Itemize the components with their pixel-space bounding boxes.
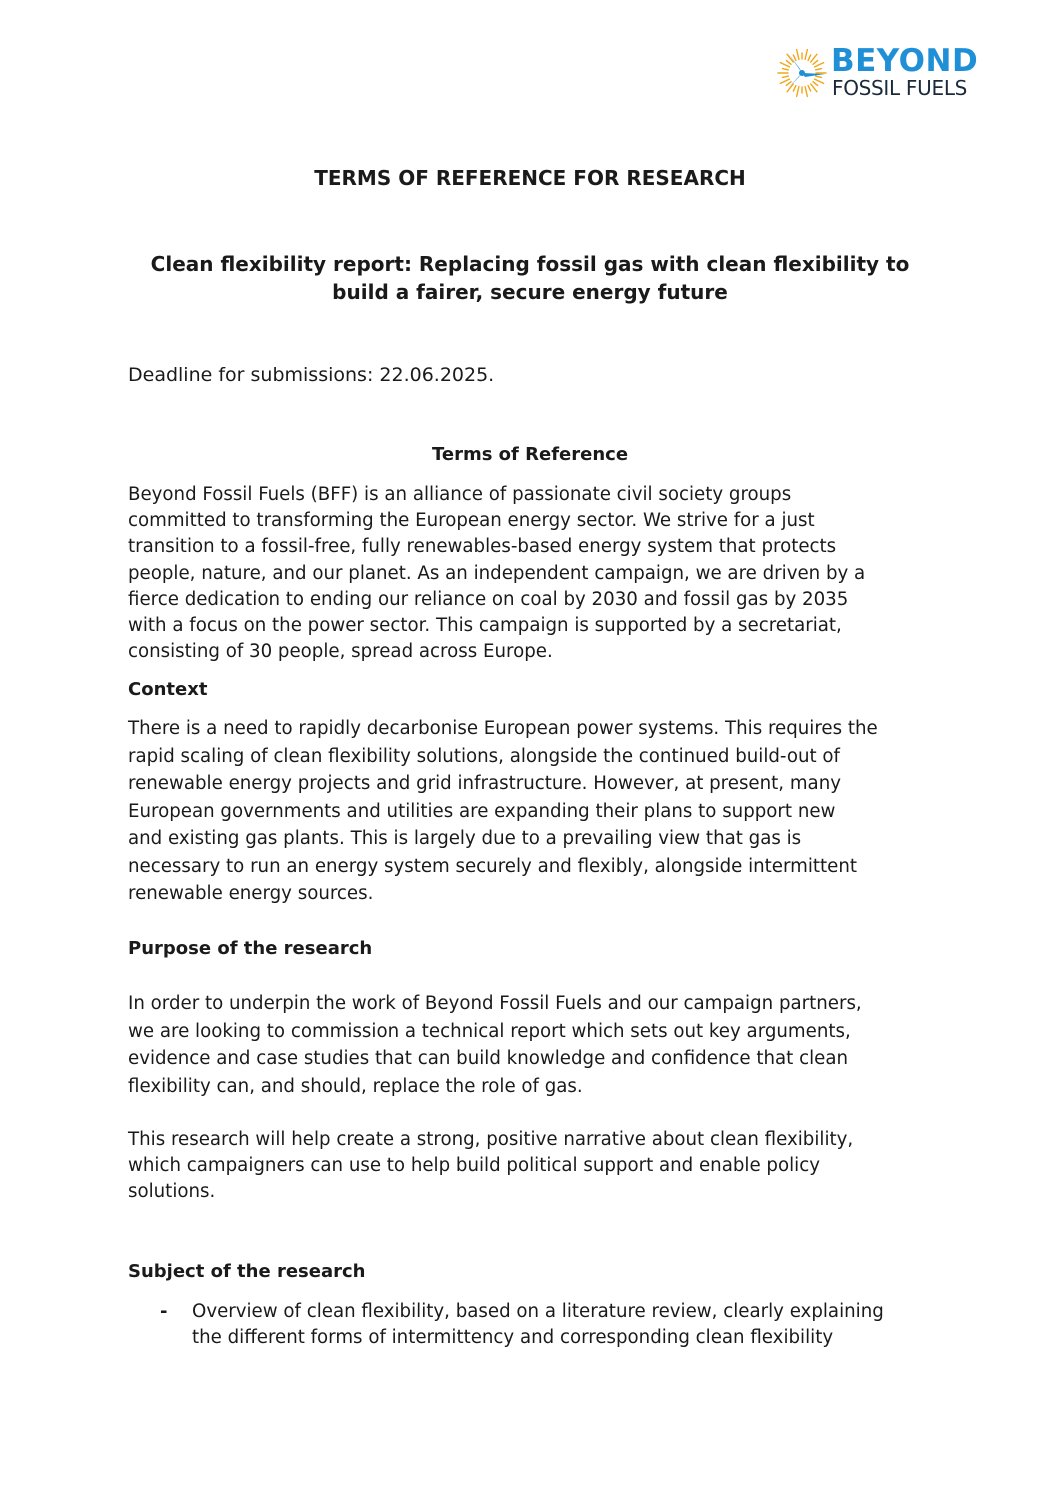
text-line: This research will help create a strong, positive narrative about clean flexibility,	[128, 1129, 854, 1150]
text-line: fierce dedication to ending our reliance on coal by 2030 and fossil gas by 2035	[128, 588, 849, 610]
subtitle-line: Clean flexibility report: Replacing fossil gas with clean flexibility to	[150, 252, 910, 276]
sunburst-turbine-icon	[776, 47, 828, 99]
text-line: necessary to run an energy system securely and flexibly, alongside intermittent	[128, 855, 858, 877]
purpose-paragraph	[128, 990, 928, 1100]
purpose-heading: Purpose of the research	[128, 938, 373, 959]
text-line: evidence and case studies that can build knowledge and confidence that clean	[128, 1048, 849, 1069]
beyond-fossil-fuels-logo	[776, 43, 979, 102]
text-line: consisting of 30 people, spread across Europe.	[128, 641, 553, 663]
text-line: renewable energy projects and grid infrastructure. However, at present, many	[128, 773, 841, 794]
logo-wordmark-top: BEYOND	[831, 43, 979, 79]
terms-of-reference-heading: Terms of Reference	[431, 444, 629, 465]
text-line: which campaigners can use to help build political support and enable policy	[128, 1155, 820, 1177]
text-line: committed to transforming the European energy sector. We strive for a just	[128, 510, 815, 532]
terms-of-reference-paragraph	[128, 482, 928, 665]
submission-deadline: Deadline for submissions: 22.06.2025.	[128, 364, 495, 386]
logo-wordmark-bottom: FOSSIL FUELS	[832, 76, 968, 100]
document-title: TERMS OF REFERENCE FOR RESEARCH	[314, 166, 746, 190]
text-line: There is a need to rapidly decarbonise European power systems. This requires the	[128, 718, 878, 739]
text-line: the different forms of intermittency and corresponding clean flexibility	[192, 1327, 834, 1349]
text-line: rapid scaling of clean flexibility solutions, alongside the continued build-out of	[128, 745, 840, 767]
text-line: we are looking to commission a technical report which sets out key arguments,	[128, 1020, 851, 1042]
text-line: Beyond Fossil Fuels (BFF) is an alliance of passionate civil society groups	[128, 484, 792, 505]
text-line: transition to a fossil-free, fully renewables-based energy system that protects	[128, 536, 837, 558]
text-line: and existing gas plants. This is largely due to a prevailing view that gas is	[128, 828, 802, 849]
text-line: Overview of clean flexibility, based on a literature review, clearly explaining	[192, 1301, 884, 1322]
text-line: renewable energy sources.	[128, 883, 374, 904]
subject-heading: Subject of the research	[128, 1261, 366, 1282]
text-line: flexibility can, and should, replace the role of gas.	[128, 1075, 583, 1097]
text-line: with a focus on the power sector. This campaign is supported by a secretariat,	[128, 615, 842, 637]
bullet-item	[192, 1299, 932, 1351]
text-line: In order to underpin the work of Beyond Fossil Fuels and our campaign partners,	[128, 993, 862, 1014]
subtitle-line: build a fairer, secure energy future	[332, 280, 728, 304]
context-heading: Context	[128, 679, 208, 700]
document-subtitle	[130, 250, 930, 306]
bullet-dash: -	[160, 1301, 168, 1322]
text-line: people, nature, and our planet. As an independent campaign, we are driven by a	[128, 562, 866, 584]
context-paragraph	[128, 715, 928, 908]
text-line: European governments and utilities are expanding their plans to support new	[128, 800, 836, 822]
narrative-paragraph	[128, 1127, 928, 1206]
text-line: solutions.	[128, 1181, 216, 1203]
